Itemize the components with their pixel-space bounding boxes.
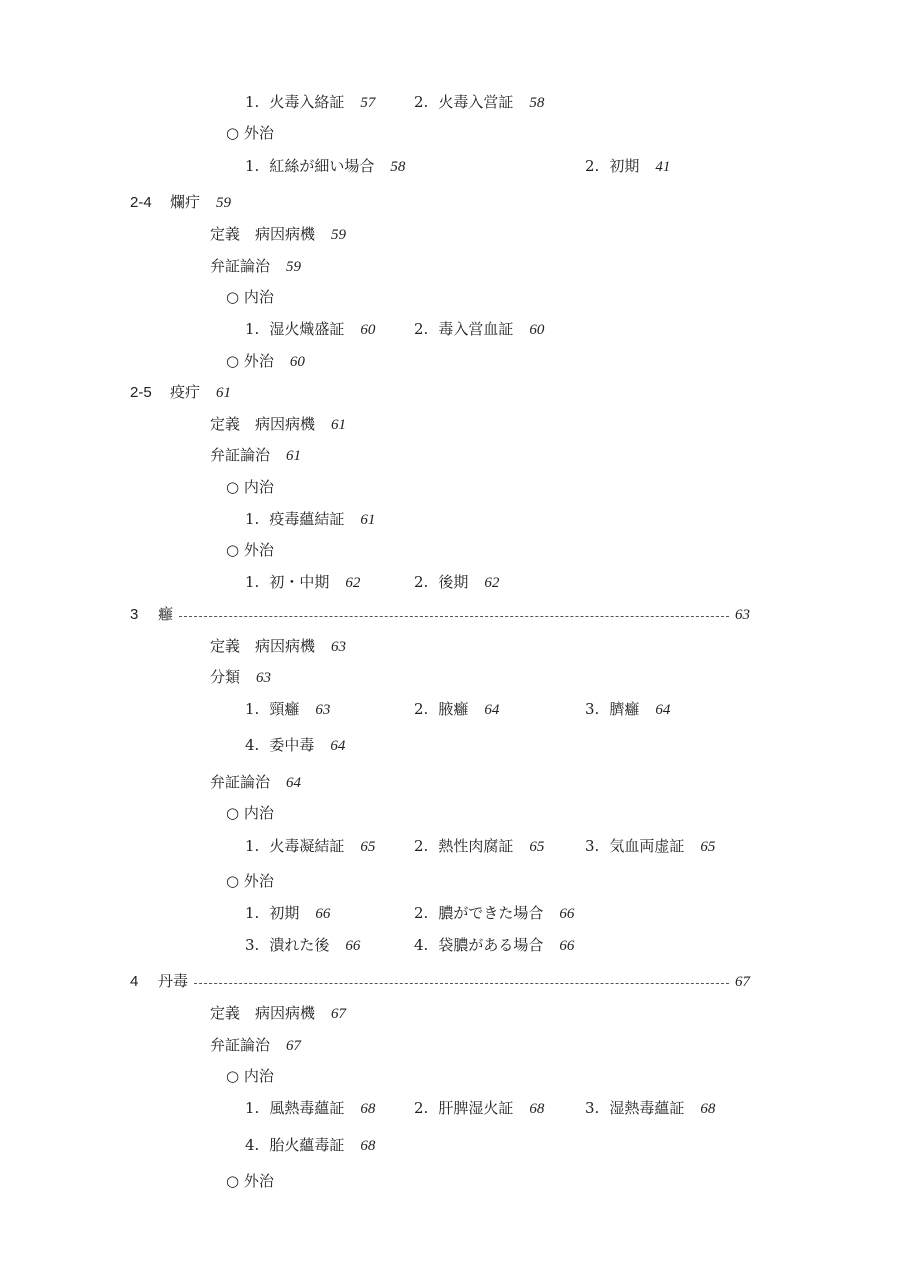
toc-subheading [226, 1169, 274, 1193]
toc-topic [210, 254, 301, 278]
entry-page: 66 [559, 938, 575, 954]
entry-title: 熱性肉腐証 [438, 837, 514, 855]
section-page: 61 [216, 385, 232, 401]
entry-page: 64 [484, 702, 500, 718]
toc-entry [245, 933, 360, 958]
toc-topic [210, 1033, 301, 1057]
toc-entry [585, 834, 715, 859]
toc-row [0, 834, 900, 858]
section-title: 爛疔 [170, 194, 201, 211]
dot-leader [179, 616, 729, 617]
toc-row [0, 507, 900, 531]
subheading-page: 60 [289, 354, 305, 370]
topic-title: 定義 病因病機 [210, 1004, 316, 1022]
entry-page: 60 [360, 322, 376, 338]
topic-page: 63 [331, 639, 347, 655]
subheading-label: ○ 外治 [226, 352, 274, 370]
toc-subheading [226, 349, 305, 373]
entry-title: 後期 [438, 573, 469, 591]
subheading-label: ○ 内治 [226, 1067, 274, 1085]
entry-title: 袋膿がある場合 [438, 936, 544, 954]
topic-title: 定義 病因病機 [210, 415, 316, 433]
chapter-title: 丹毒 [158, 973, 189, 990]
chapter-number: 4 [130, 973, 139, 990]
toc-entry [585, 697, 670, 722]
toc-topic [210, 1001, 346, 1025]
entry-page: 41 [655, 159, 671, 175]
topic-page: 61 [286, 448, 302, 464]
toc-entry [245, 570, 360, 595]
toc-row [0, 733, 900, 757]
entry-title: 初期 [609, 157, 640, 175]
chapter-number: 3 [130, 606, 139, 623]
entry-title: 気血両虚証 [609, 837, 685, 855]
entry-number: 4. [245, 736, 260, 754]
toc-section [130, 381, 231, 405]
entry-page: 66 [315, 906, 331, 922]
entry-page: 61 [360, 512, 376, 528]
entry-page: 62 [484, 575, 500, 591]
entry-page: 57 [360, 95, 376, 111]
toc-entry [585, 1096, 715, 1121]
entry-page: 66 [559, 906, 575, 922]
toc-subheading [226, 801, 274, 825]
topic-title: 分類 [210, 668, 241, 686]
topic-page: 59 [331, 227, 347, 243]
toc-subheading [226, 285, 274, 309]
subheading-label: ○ 内治 [226, 478, 274, 496]
entry-page: 58 [390, 159, 406, 175]
toc-topic [210, 665, 271, 689]
entry-number: 4. [245, 1136, 260, 1154]
entry-title: 潰れた後 [269, 936, 330, 954]
entry-title: 初・中期 [269, 573, 330, 591]
entry-title: 火毒凝結証 [269, 837, 345, 855]
topic-title: 弁証論治 [210, 446, 271, 464]
toc-entry [245, 901, 330, 926]
toc-entry [414, 317, 544, 342]
entry-page: 65 [700, 839, 716, 855]
entry-title: 肝脾湿火証 [438, 1099, 514, 1117]
subheading-label: ○ 外治 [226, 1172, 274, 1190]
toc-subheading [226, 869, 274, 893]
toc-section [130, 191, 231, 215]
entry-page: 60 [529, 322, 545, 338]
entry-number: 2. [414, 1099, 429, 1117]
entry-number: 2. [414, 837, 429, 855]
topic-title: 定義 病因病機 [210, 225, 316, 243]
entry-number: 3. [245, 936, 260, 954]
toc-entry [245, 1096, 375, 1121]
entry-title: 初期 [269, 904, 300, 922]
entry-page: 62 [345, 575, 361, 591]
entry-title: 湿熱毒蘊証 [609, 1099, 685, 1117]
topic-page: 61 [331, 417, 347, 433]
entry-number: 2. [585, 157, 600, 175]
entry-title: 委中毒 [269, 736, 315, 754]
entry-page: 68 [360, 1138, 376, 1154]
entry-page: 66 [345, 938, 361, 954]
entry-number: 1. [245, 93, 260, 111]
entry-number: 1. [245, 700, 260, 718]
section-number: 2-5 [130, 384, 152, 401]
entry-title: 疫毒蘊結証 [269, 510, 345, 528]
toc-entry [414, 901, 574, 926]
entry-title: 湿火熾盛証 [269, 320, 345, 338]
toc-subheading [226, 475, 274, 499]
topic-title: 定義 病因病機 [210, 637, 316, 655]
subheading-label: ○ 外治 [226, 872, 274, 890]
topic-page: 59 [286, 259, 302, 275]
entry-page: 65 [360, 839, 376, 855]
toc-topic [210, 412, 346, 436]
toc-entry [414, 90, 544, 115]
entry-number: 1. [245, 510, 260, 528]
entry-title: 頸癰 [269, 700, 300, 718]
entry-number: 2. [414, 904, 429, 922]
toc-entry [245, 697, 330, 722]
toc-entry [245, 154, 405, 179]
toc-chapter [130, 970, 750, 994]
toc-entry [245, 733, 345, 758]
entry-page: 64 [330, 738, 346, 754]
entry-number: 3. [585, 1099, 600, 1117]
topic-title: 弁証論治 [210, 257, 271, 275]
toc-topic [210, 770, 301, 794]
toc-entry [245, 1133, 375, 1158]
toc-chapter [130, 603, 750, 627]
entry-title: 火毒入絡証 [269, 93, 345, 111]
entry-page: 64 [655, 702, 671, 718]
entry-number: 1. [245, 837, 260, 855]
toc-row [0, 933, 900, 957]
toc-row [0, 1133, 900, 1157]
entry-page: 63 [315, 702, 331, 718]
toc-entry [414, 697, 499, 722]
entry-number: 2. [414, 700, 429, 718]
entry-title: 臍癰 [609, 700, 640, 718]
toc-entry [585, 154, 670, 179]
entry-number: 1. [245, 157, 260, 175]
toc-row [0, 697, 900, 721]
entry-title: 胎火蘊毒証 [269, 1136, 345, 1154]
topic-page: 63 [256, 670, 272, 686]
chapter-title: 癰 [158, 606, 174, 623]
toc-topic [210, 443, 301, 467]
section-title: 疫疔 [170, 384, 201, 401]
entry-title: 風熱毒蘊証 [269, 1099, 345, 1117]
topic-page: 67 [331, 1006, 347, 1022]
toc-entry [414, 834, 544, 859]
toc-topic [210, 222, 346, 246]
toc-entry [414, 570, 499, 595]
entry-number: 1. [245, 904, 260, 922]
toc-row [0, 1096, 900, 1120]
topic-title: 弁証論治 [210, 773, 271, 791]
entry-title: 膿ができた場合 [438, 904, 544, 922]
entry-page: 68 [700, 1101, 716, 1117]
subheading-label: ○ 内治 [226, 288, 274, 306]
entry-number: 4. [414, 936, 429, 954]
dot-leader [194, 983, 729, 984]
toc-entry [245, 90, 375, 115]
entry-number: 3. [585, 700, 600, 718]
toc-entry [245, 834, 375, 859]
section-page: 59 [216, 195, 232, 211]
entry-title: 腋癰 [438, 700, 469, 718]
topic-page: 64 [286, 775, 302, 791]
entry-number: 2. [414, 93, 429, 111]
toc-row [0, 317, 900, 341]
entry-title: 毒入営血証 [438, 320, 514, 338]
toc-entry [245, 317, 375, 342]
toc-row [0, 570, 900, 594]
subheading-label: ○ 内治 [226, 804, 274, 822]
entry-number: 3. [585, 837, 600, 855]
entry-page: 58 [529, 95, 545, 111]
entry-title: 紅絲が細い場合 [269, 157, 375, 175]
toc-entry [245, 507, 375, 532]
chapter-page: 67 [735, 974, 750, 990]
toc-subheading [226, 121, 274, 145]
topic-page: 67 [286, 1038, 302, 1054]
entry-page: 65 [529, 839, 545, 855]
entry-title: 火毒入営証 [438, 93, 514, 111]
toc-entry [414, 1096, 544, 1121]
chapter-page: 63 [735, 607, 750, 623]
entry-number: 1. [245, 573, 260, 591]
entry-number: 1. [245, 320, 260, 338]
toc-row [0, 90, 900, 114]
toc-subheading [226, 1064, 274, 1088]
subheading-label: ○ 外治 [226, 541, 274, 559]
subheading-label: ○ 外治 [226, 124, 274, 142]
toc-entry [414, 933, 574, 958]
section-number: 2-4 [130, 194, 152, 211]
toc-row [0, 901, 900, 925]
toc-row [0, 154, 900, 178]
entry-number: 1. [245, 1099, 260, 1117]
entry-page: 68 [529, 1101, 545, 1117]
entry-number: 2. [414, 320, 429, 338]
entry-page: 68 [360, 1101, 376, 1117]
toc-subheading [226, 538, 274, 562]
topic-title: 弁証論治 [210, 1036, 271, 1054]
entry-number: 2. [414, 573, 429, 591]
toc-topic [210, 634, 346, 658]
